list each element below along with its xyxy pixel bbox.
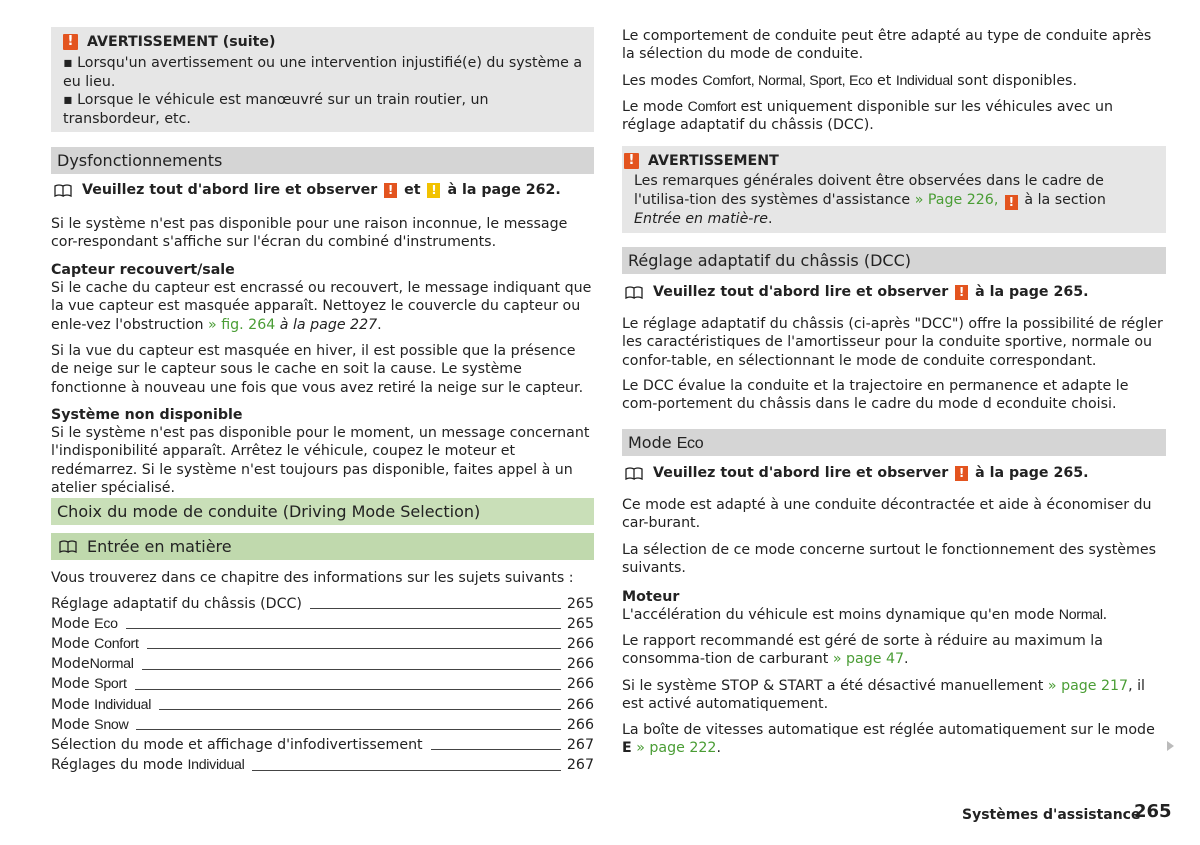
- paragraph: [622, 632, 1166, 669]
- warning-box: [622, 146, 1166, 233]
- warning-text: [634, 172, 1156, 228]
- section-heading-mode-eco: [622, 429, 1166, 456]
- toc-leader: [142, 669, 561, 670]
- toc-label-text: Réglage adaptatif du châssis (DCC): [51, 595, 302, 612]
- toc-label-mode: Snow: [94, 716, 129, 733]
- warning-icon: !: [63, 34, 78, 50]
- toc-label-mode: Individual: [187, 757, 245, 774]
- read-first-note-dysf: [54, 181, 561, 199]
- warning-icon: !: [384, 183, 397, 198]
- warning-text-part: Les remarques générales doivent être observées dans le cadre de l'utilisa-tion des systèmes d'assistance: [634, 173, 1104, 208]
- toc-page-number: 266: [566, 635, 594, 652]
- toc-leader: [159, 709, 561, 710]
- paragraph: [622, 721, 1166, 758]
- mode-name: Individual: [895, 73, 953, 89]
- subheading-capteur: Capteur recouvert/sale: [51, 262, 235, 278]
- toc-label-text: Mode: [51, 716, 95, 733]
- toc-label-text: Sélection du mode et affichage d'infodivertissement: [51, 736, 423, 753]
- read-first-note-dcc: [625, 283, 1088, 301]
- toc-label-mode: Sport: [94, 676, 127, 693]
- warning-icon: !: [955, 285, 968, 300]
- warning-continued-line-2: ▪ Lorsque le véhicule est manœuvré sur un train routier, un transbordeur, etc.: [63, 92, 489, 127]
- toc-leader: [252, 770, 560, 771]
- warning-italic-ref: Entrée en matiè-re: [634, 210, 768, 227]
- paragraph-text: .: [1102, 607, 1108, 623]
- read-first-suffix: à la page 262.: [447, 182, 561, 198]
- toc-label-text: Mode: [51, 615, 95, 632]
- paragraph: [622, 98, 1166, 135]
- paragraph: [622, 606, 1166, 624]
- toc-page-number: 267: [566, 736, 594, 753]
- paragraph-text: Si le système STOP & START a été désactivé manuellement: [622, 678, 1044, 694]
- warning-text-end: .: [767, 210, 773, 227]
- toc-label-text: Mode: [51, 635, 95, 652]
- subheading-systeme: Système non disponible: [51, 407, 243, 423]
- toc-row[interactable]: [51, 654, 594, 674]
- toc-page-number: 266: [566, 716, 594, 733]
- paragraph-text: est uniquement disponible sur les véhicules avec un réglage adaptatif du châssis (DCC).: [622, 99, 1113, 134]
- book-icon: [54, 184, 72, 197]
- paragraph-text: , il est activé automatiquement.: [622, 678, 1145, 713]
- warning-icon: !: [955, 466, 968, 481]
- figure-link[interactable]: » fig. 264: [208, 316, 276, 333]
- toc-leader: [126, 628, 561, 629]
- toc-page-number: 265: [566, 595, 594, 612]
- toc-label: [51, 716, 136, 734]
- heading-mode: Eco: [676, 435, 704, 452]
- read-first-prefix: Veuillez tout d'abord lire et observer: [653, 465, 949, 481]
- toc-label-mode: Individual: [94, 696, 152, 713]
- toc-row[interactable]: [51, 633, 594, 653]
- toc-label-text: Réglages du mode: [51, 757, 188, 774]
- toc-row[interactable]: [51, 755, 594, 775]
- toc-label: [51, 595, 310, 613]
- paragraph-text: La boîte de vitesses automatique est réglée automatiquement sur le mode: [622, 722, 1155, 738]
- paragraph: Ce mode est adapté à une conduite décontractée et aide à économiser du car-burant.: [622, 497, 1152, 532]
- toc-row[interactable]: [51, 734, 594, 754]
- toc-label-text: Mode: [51, 656, 90, 673]
- warning-continued-box: [51, 27, 594, 132]
- toc-label: [51, 615, 126, 633]
- toc-page-number: 266: [566, 676, 594, 693]
- toc-label-text: Mode: [51, 696, 95, 713]
- page-ref: à la page 227: [279, 316, 378, 333]
- toc-leader: [135, 689, 561, 690]
- page-link[interactable]: » page 47: [832, 651, 905, 668]
- read-first-and: et: [404, 182, 421, 198]
- paragraph-text: Le mode: [622, 99, 688, 115]
- section-heading-entree-text: Entrée en matière: [87, 537, 232, 556]
- paragraph: Le DCC évalue la conduite et la trajectoire en permanence et adapte le com-portement du châssis dans le cadre du mode d econduite choisi.: [622, 378, 1129, 413]
- toc-label-mode: Confort: [94, 635, 139, 652]
- page-link[interactable]: » page 217: [1047, 678, 1129, 694]
- toc-leader: [310, 608, 561, 609]
- warning-text-part: à la section: [1024, 191, 1106, 208]
- toc-label: [51, 635, 147, 653]
- toc-label-mode: Normal: [89, 656, 134, 673]
- toc-page-number: 266: [566, 656, 594, 673]
- section-heading-dysfonctionnements: Dysfonctionnements: [51, 147, 594, 174]
- paragraph-text: Le rapport recommandé est géré de sorte à réduire au maximum la consomma-tion de carburant: [622, 633, 1103, 668]
- paragraph: Vous trouverez dans ce chapitre des informations sur les sujets suivants :: [51, 570, 574, 586]
- warning-title-text: AVERTISSEMENT: [648, 153, 779, 169]
- continue-arrow-icon: [1167, 741, 1174, 751]
- warning-icon: !: [624, 153, 639, 169]
- gear-mode: E: [622, 740, 632, 757]
- toc-leader: [431, 749, 561, 750]
- paragraph-text: Les modes: [622, 73, 703, 89]
- toc-label: [51, 655, 142, 673]
- paragraph-text: et: [872, 73, 896, 89]
- toc-label-mode: Eco: [94, 615, 118, 632]
- read-first-prefix: Veuillez tout d'abord lire et observer: [82, 182, 378, 198]
- section-heading-choix-mode: Choix du mode de conduite (Driving Mode Selection): [51, 498, 594, 525]
- mode-name: Comfort: [687, 99, 736, 115]
- mode-names: Comfort, Normal, Sport, Eco: [702, 73, 873, 89]
- page-link[interactable]: » Page 226,: [914, 191, 999, 208]
- toc-leader: [147, 648, 561, 649]
- warning-icon: !: [1005, 195, 1018, 210]
- note-icon: !: [427, 183, 440, 198]
- warning-continued-title-text: AVERTISSEMENT (suite): [87, 34, 276, 50]
- paragraph-text: .: [716, 740, 721, 757]
- toc-page-number: 267: [566, 757, 594, 774]
- toc-label: [51, 696, 159, 714]
- paragraph: Le comportement de conduite peut être adapté au type de conduite après la sélection du mode de conduite.: [622, 28, 1152, 63]
- toc-row[interactable]: [51, 593, 594, 613]
- toc-row[interactable]: [51, 714, 594, 734]
- book-icon: [625, 286, 643, 299]
- warning-continued-title: [63, 33, 584, 51]
- paragraph: Si le système n'est pas disponible pour une raison inconnue, le message cor-respondant s'affiche sur l'écran du combiné d'instruments.: [51, 216, 568, 251]
- toc-page-number: 266: [566, 696, 594, 713]
- toc-row[interactable]: [51, 694, 594, 714]
- warning-continued-line-1: ▪ Lorsqu'un avertissement ou une intervention injustifié(e) du système a eu lieu.: [63, 55, 583, 90]
- warning-title: [624, 152, 1156, 170]
- toc-label: [51, 736, 431, 754]
- paragraph-text: sont disponibles.: [952, 73, 1077, 89]
- paragraph-text: L'accélération du véhicule est moins dynamique qu'en mode: [622, 607, 1059, 623]
- read-first-prefix: Veuillez tout d'abord lire et observer: [653, 284, 949, 300]
- toc-row[interactable]: [51, 674, 594, 694]
- paragraph: La sélection de ce mode concerne surtout le fonctionnement des systèmes suivants.: [622, 542, 1156, 577]
- toc-label-text: Mode: [51, 676, 95, 693]
- table-of-contents: [51, 593, 594, 783]
- paragraph: [622, 677, 1166, 714]
- read-first-suffix: à la page 265.: [975, 465, 1089, 481]
- mode-name: Normal: [1058, 607, 1103, 623]
- paragraph: Si la vue du capteur est masquée en hiver, il est possible que la présence de neige sur le capteur sous le cache en soit la cause. Le système fonctionne à nouveau une fois que vous avez retiré la neige sur le capteur.: [51, 343, 584, 396]
- toc-row[interactable]: [51, 613, 594, 633]
- toc-page-number: 265: [566, 615, 594, 632]
- read-first-note-eco: [625, 464, 1088, 482]
- paragraph: Le réglage adaptatif du châssis (ci-après "DCC") offre la possibilité de régler les caractéristiques de l'amortisseur pour la conduite sportive, normale ou confor-table, en sélectionnant le mode de conduite correspondant.: [622, 316, 1163, 369]
- read-first-suffix: à la page 265.: [975, 284, 1089, 300]
- toc-label: [51, 675, 135, 693]
- paragraph: Si le cache du capteur est encrassé ou recouvert, le message indiquant que la vue capteur est masquée apparaît. Nettoyez le couvercle du capteur ou enle-vez l'obstruction » fig. 264 à la page 227.: [51, 280, 592, 333]
- paragraph: [622, 72, 1166, 90]
- book-icon: [59, 540, 77, 553]
- heading-text: Mode: [628, 433, 677, 452]
- subheading-moteur: Moteur: [622, 589, 680, 605]
- paragraph-text: Si le cache du capteur est encrassé ou recouvert, le message indiquant que la vue capteur est masquée apparaît. Nettoyez le couvercle du capteur ou enle-vez l'obstruction: [51, 280, 592, 333]
- page-link[interactable]: » page 222: [636, 740, 717, 757]
- section-heading-dcc: Réglage adaptatif du châssis (DCC): [622, 247, 1166, 274]
- paragraph: Si le système n'est pas disponible pour le moment, un message concernant l'indisponibilité apparaît. Arrêtez le véhicule, coupez le moteur et redémarrez. Si le système n'est toujours pas disponible, faites appel à un atelier spécialisé.: [51, 425, 590, 497]
- section-heading-entree: [51, 533, 594, 560]
- toc-label: [51, 756, 252, 774]
- book-icon: [625, 467, 643, 480]
- toc-leader: [136, 729, 560, 730]
- footer-section-title: Systèmes d'assistance: [962, 807, 1141, 823]
- paragraph-text: .: [904, 651, 909, 668]
- footer-page-number: 265: [1134, 801, 1172, 822]
